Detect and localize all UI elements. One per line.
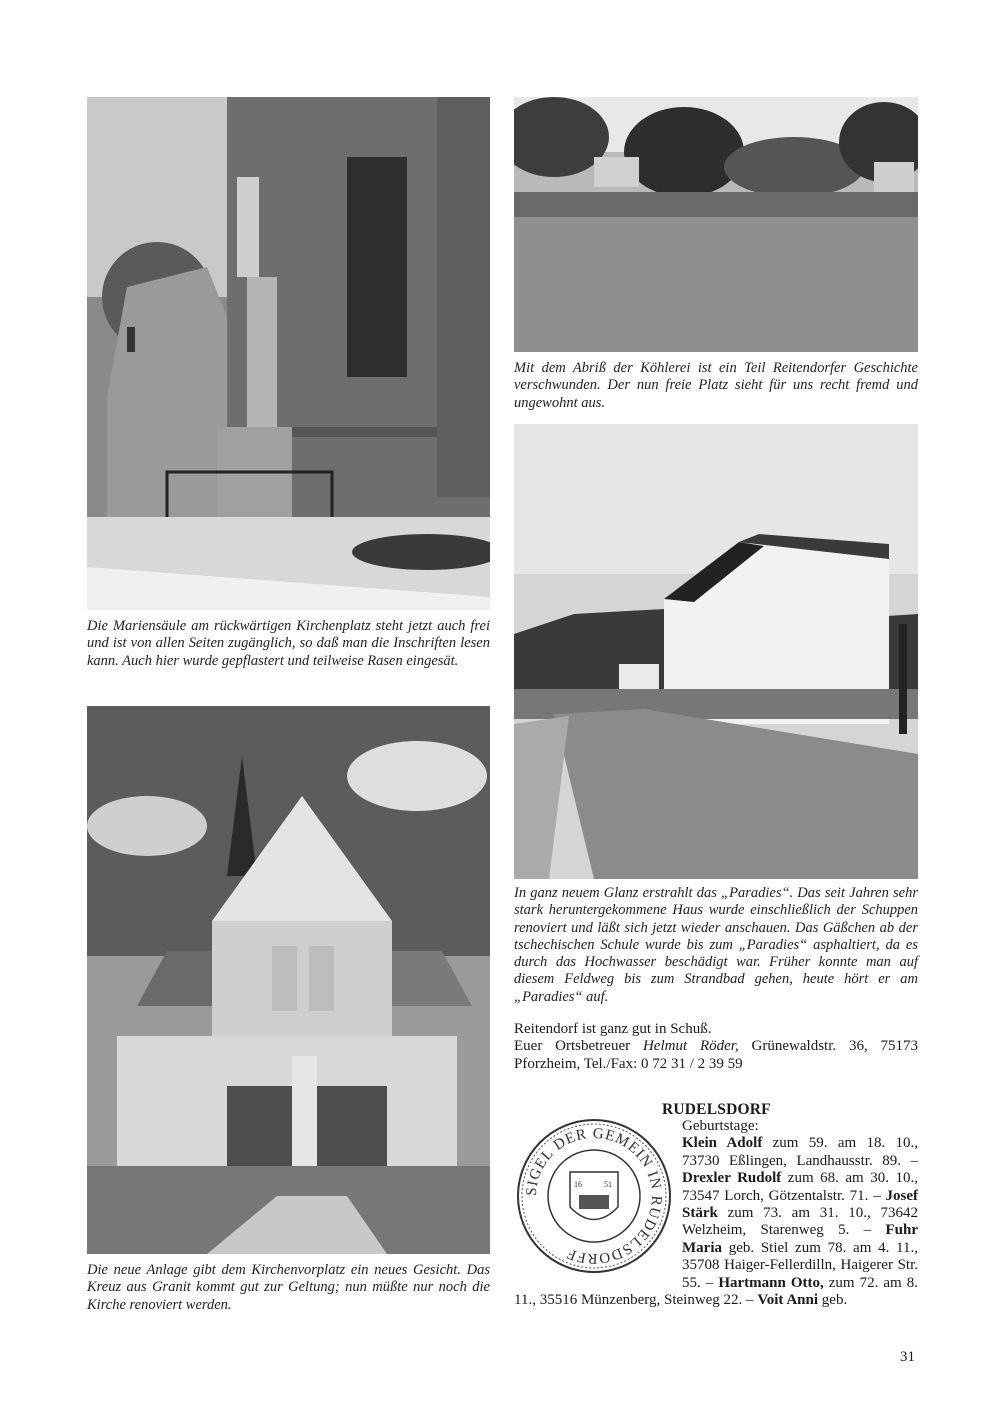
photo-koehlerei xyxy=(514,97,918,352)
birthday-details: zum 73. am 31. 10., 73642 Welzheim, Starenweg 5. – xyxy=(682,1205,918,1239)
birthday-name: Hartmann Otto, xyxy=(718,1274,824,1291)
caption-kirche: Die neue Anlage gibt dem Kirchenvorplatz ein neues Gesicht. Das Kreuz aus Granit kommt gut zur Geltung; nun müßte nur noch die Kirche renoviert werden. xyxy=(87,1262,490,1313)
birthday-details: zum 68. am 30. 10., 73547 Lorch, Götzentalstr. 71. – xyxy=(682,1170,918,1204)
reitendorf-text xyxy=(514,1021,918,1073)
reitendorf-line1: Reitendorf ist ganz gut in Schuß. xyxy=(514,1021,712,1037)
photo-kirche xyxy=(87,706,490,1254)
ortsbetreuer-label: Euer Ortsbetreuer xyxy=(514,1038,631,1055)
seal-year-right: 51 xyxy=(604,1180,612,1189)
birthday-details: geb. Stiel zum 78. am 4. 11., 35708 Haiger-Fellerdilln, Haigerer Str. 55. – xyxy=(682,1239,918,1291)
birthday-name: Fuhr Maria xyxy=(682,1222,918,1256)
ortsbetreuer-name: Helmut Röder, xyxy=(642,1038,739,1055)
birthday-name: Klein Adolf xyxy=(682,1135,763,1152)
ortsbetreuer-address: Grünewaldstr. 36, 75173 Pforzheim, Tel./Fax: 0 72 31 / 2 39 59 xyxy=(514,1038,919,1072)
caption-mariensaeule: Die Mariensäule am rückwärtigen Kirchenplatz steht jetzt auch frei und ist von allen Seiten zugänglich, so daß man die Inschriften lesen kann. Auch hier wurde gepflastert und teilweise Rasen eingesät. xyxy=(87,618,490,669)
photo-mariensaeule xyxy=(87,97,490,610)
rudelsdorf-heading: RUDELSDORF xyxy=(662,1101,771,1118)
reitendorf-line2 xyxy=(514,1038,918,1073)
birthday-details: geb. xyxy=(818,1292,848,1309)
seal-text: SIGEL DER GEMEIN IN RUDELSDORFF xyxy=(523,1125,665,1267)
birthday-details: zum 59. am 18. 10., 73730 Eßlingen, Landhausstr. 89. – xyxy=(682,1135,919,1169)
caption-paradies: In ganz neuem Glanz erstrahlt das „Paradies“. Das seit Jahren sehr stark heruntergekommene Haus wurde einschließlich der Schuppen renoviert und läßt sich jetzt wieder anschauen. Das Gäßchen ab der tschechischen Schule wurde bis zum „Paradies“ asphaltiert, da es durch das Hochwasser beschädigt war. Früher konnte man auf diesem Feldweg bis zum Strandbad gehen, heute hört er am „Paradies“ auf. xyxy=(514,885,918,1005)
caption-koehlerei: Mit dem Abriß der Köhlerei ist ein Teil Reitendorfer Geschichte verschwunden. Der nun freie Platz sieht für uns recht fremd und ungewohnt aus. xyxy=(514,360,918,411)
birthday-details: zum 72. am 8. 11., 35516 Münzenberg, Steinweg 22. – xyxy=(514,1274,918,1309)
birthday-name: Voit Anni xyxy=(757,1292,819,1309)
geburtstage-label: Geburtstage: xyxy=(682,1118,759,1134)
page-number: 31 xyxy=(900,1349,915,1365)
seal-year-left: 16 xyxy=(574,1180,582,1189)
rudelsdorf-text xyxy=(514,1118,918,1309)
birthday-name: Drexler Rudolf xyxy=(682,1170,782,1187)
birthday-name: Josef Stärk xyxy=(682,1187,918,1222)
photo-paradies xyxy=(514,424,918,879)
